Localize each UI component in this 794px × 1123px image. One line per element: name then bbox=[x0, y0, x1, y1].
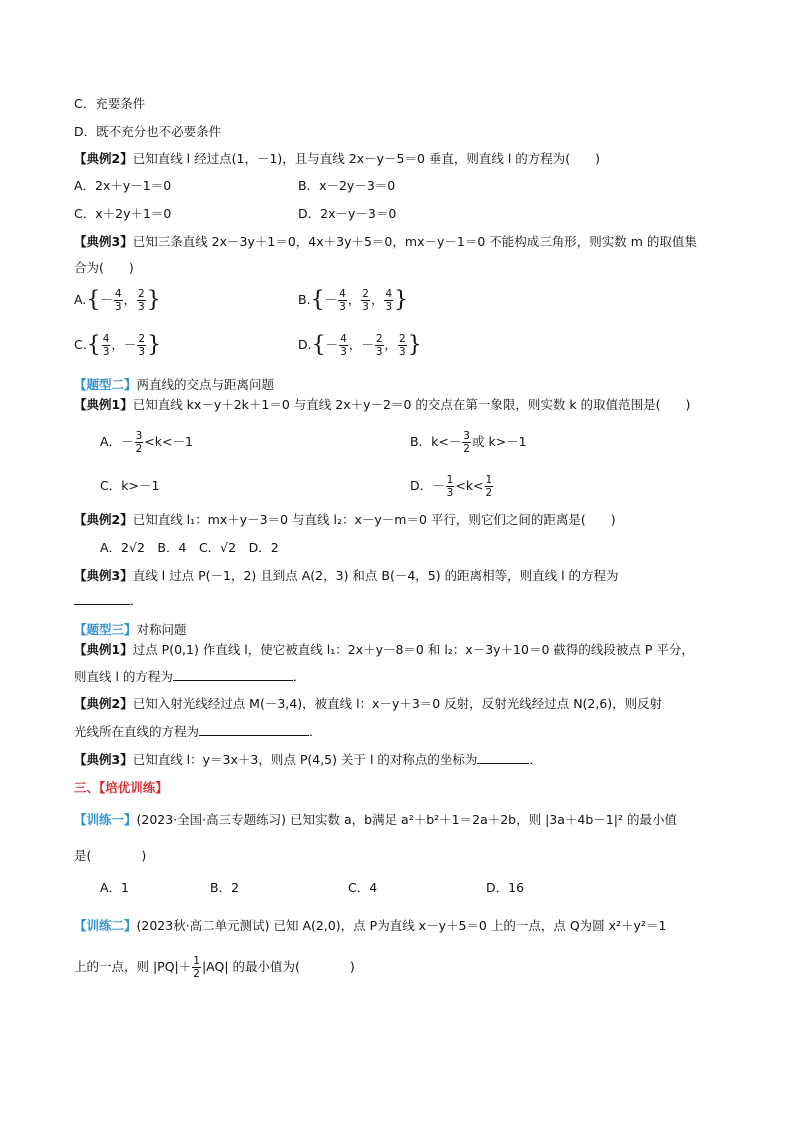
option-c: C．4 bbox=[348, 880, 378, 895]
section-type-3 bbox=[74, 622, 187, 638]
section-3-heading: 三、【培优训练】 bbox=[74, 780, 168, 795]
option-d: D．－ $\frac{1}{3}$ <k< $\frac{1}{2}$ bbox=[410, 474, 493, 499]
type2-example-1 bbox=[74, 397, 690, 413]
example-tag: 【典例2】 bbox=[74, 151, 133, 166]
example-text: 已知直线 l₁：mx＋y－3＝0 与直线 l₂：x－y－m＝0 平行，则它们之间的距离是( ) bbox=[132, 512, 616, 527]
option-d: D．16 bbox=[486, 880, 525, 895]
type2-example-3 bbox=[74, 568, 619, 584]
training-text: (2023·全国·高三专题练习) 已知实数 a，b满足 a²＋b²＋1＝2a＋2b，则 |3a＋4b－1|² 的最小值 bbox=[136, 812, 677, 827]
option-b: B．x－2y－3＝0 bbox=[298, 178, 396, 193]
example-tag: 【典例2】 bbox=[74, 512, 133, 527]
type-tag: 【题型二】 bbox=[74, 377, 137, 392]
type3-example-1 bbox=[74, 642, 694, 658]
training-tag: 【训练一】 bbox=[74, 812, 137, 827]
type3-example-2-cont: 光线所在直线的方程为 ． bbox=[74, 724, 322, 739]
option-a: A．－ $\frac{3}{2}$ <k<－1 bbox=[100, 430, 193, 455]
training-1 bbox=[74, 812, 677, 828]
example-text: 已知入射光线经过点 M(－3,4)，被直线 l：x－y＋3＝0 反射，反射光线经过点 N(2,6)，则反射 bbox=[132, 696, 663, 711]
option-c: C．x＋2y＋1＝0 bbox=[74, 206, 172, 221]
example-text: 已知直线 kx－y＋2k＋1＝0 与直线 2x＋y－2＝0 的交点在第一象限，则实数 k 的取值范围是( ) bbox=[132, 397, 691, 412]
example-tag: 【典例1】 bbox=[74, 642, 133, 657]
example-tag: 【典例2】 bbox=[74, 696, 133, 711]
example-text: 已知三条直线 2x－3y＋1＝0，4x＋3y＋5＝0，mx－y－1＝0 不能构成三角形，则实数 m 的取值集 bbox=[132, 234, 697, 249]
option-b: B．2 bbox=[210, 880, 240, 895]
answer-blank bbox=[477, 751, 529, 764]
answer-blank bbox=[199, 723, 309, 736]
option-c: C．k>－1 bbox=[100, 478, 160, 493]
option-a: A.{－ $\frac{4}{3}$ ， $\frac{2}{3}$ } bbox=[74, 287, 161, 313]
option-d: D．2x－y－3＝0 bbox=[298, 206, 397, 221]
training-tag: 【训练二】 bbox=[74, 918, 137, 933]
example-3-cont: 合为( ) bbox=[74, 260, 134, 275]
answer-blank-line: ． bbox=[74, 592, 143, 609]
option-c: C.{ $\frac{4}{3}$ ，－ $\frac{2}{3}$ } bbox=[74, 332, 162, 358]
options-row: A．2√2 B．4 C．√2 D．2 bbox=[100, 540, 279, 555]
type3-example-1-cont: 则直线 l 的方程为 ． bbox=[74, 669, 306, 684]
example-3 bbox=[74, 234, 697, 250]
example-text: 已知直线 l：y＝3x＋3，则点 P(4,5) 关于 l 的对称点的坐标为 bbox=[132, 752, 478, 767]
type2-example-2 bbox=[74, 512, 616, 528]
training-text: (2023秋·高二单元测试) 已知 A(2,0)，点 P为直线 x－y＋5＝0 上的一点，点 Q为圆 x²＋y²＝1 bbox=[136, 918, 667, 933]
example-2 bbox=[74, 151, 600, 167]
answer-blank bbox=[74, 592, 130, 605]
type-tag: 【题型三】 bbox=[74, 622, 137, 637]
option-b: B．k<－ $\frac{3}{2}$ 或 k>－1 bbox=[410, 430, 527, 455]
section-type-2 bbox=[74, 377, 274, 393]
example-text: 直线 l 过点 P(－1，2) 且到点 A(2，3) 和点 B(－4，5) 的距离相等，则直线 l 的方程为 bbox=[132, 568, 619, 583]
example-tag: 【典例1】 bbox=[74, 397, 133, 412]
type3-example-2 bbox=[74, 696, 662, 712]
option-c-prev: C．充要条件 bbox=[74, 96, 146, 111]
training-2-cont: 上的一点，则 |PQ|＋ $\frac{1}{2}$ |AQ| 的最小值为( ) bbox=[74, 955, 355, 980]
answer-blank bbox=[173, 668, 293, 681]
training-2 bbox=[74, 918, 666, 934]
type-title: 对称问题 bbox=[136, 622, 187, 637]
option-d-prev: D．既不充分也不必要条件 bbox=[74, 124, 222, 139]
option-a: A．2x＋y－1＝0 bbox=[74, 178, 172, 193]
type3-example-3: 【典例3】已知直线 l：y＝3x＋3，则点 P(4,5) 关于 l 的对称点的坐标为 ． bbox=[74, 752, 542, 767]
example-tag: 【典例3】 bbox=[74, 752, 133, 767]
example-tag: 【典例3】 bbox=[74, 568, 133, 583]
example-text: 过点 P(0,1) 作直线 l，使它被直线 l₁：2x＋y－8＝0 和 l₂：x－3y＋10＝0 截得的线段被点 P 平分， bbox=[132, 642, 694, 657]
option-a: A．1 bbox=[100, 880, 130, 895]
example-text: 已知直线 l 经过点(1，－1)，且与直线 2x－y－5＝0 垂直，则直线 l 的方程为( ) bbox=[132, 151, 601, 166]
option-b: B.{－ $\frac{4}{3}$ ， $\frac{2}{3}$ ， $\frac{4}{3}$ } bbox=[298, 287, 409, 313]
example-tag: 【典例3】 bbox=[74, 234, 133, 249]
option-d: D.{－ $\frac{4}{3}$ ，－ $\frac{2}{3}$ ， $\frac{2}{3}$ } bbox=[298, 332, 422, 358]
training-1-cont: 是( ) bbox=[74, 848, 147, 863]
type-title: 两直线的交点与距离问题 bbox=[136, 377, 275, 392]
